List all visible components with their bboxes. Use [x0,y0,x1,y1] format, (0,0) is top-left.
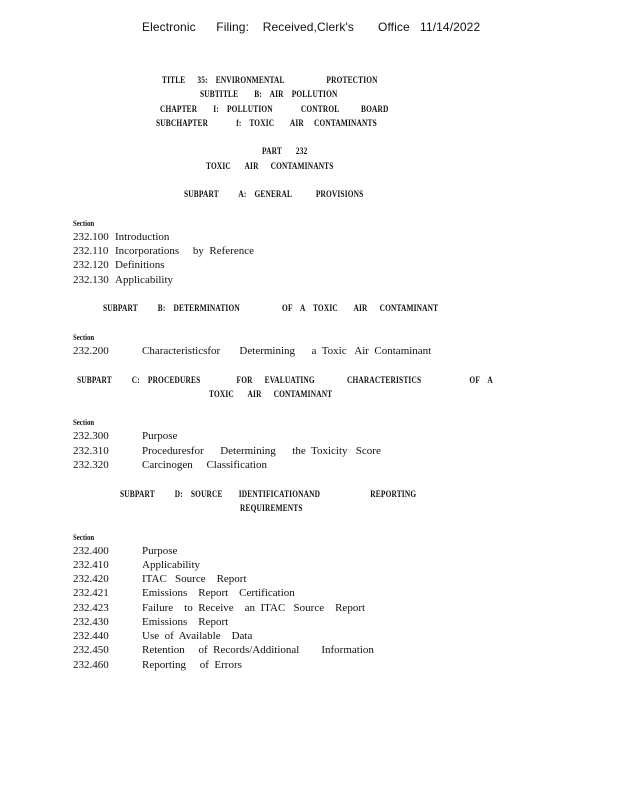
section-number: 232.421 [73,587,109,599]
subpart-c-heading-line2: TOXIC AIR CONTAMINANT [209,389,333,399]
subchapter-heading: SUBCHAPTER f: TOXIC AIR CONTAMINANTS [156,118,377,128]
section-number: 232.100 [73,231,109,243]
section-title: Reporting of Errors [142,659,242,671]
toc-row [73,231,109,243]
section-title: Failure to Receive an ITAC Source Report [142,602,366,614]
section-title: Introduction [115,231,170,243]
section-number: 232.460 [73,659,109,671]
section-number: 232.300 [73,430,109,442]
subpart-b-heading: SUBPART B: DETERMINATION OF A TOXIC AIR CONTAMINANT [103,303,439,313]
section-label: Section [73,533,95,542]
section-title: Emissions Report [142,616,229,628]
section-title: Purpose [142,545,178,557]
chapter-heading: CHAPTER I: POLLUTION CONTROL BOARD [160,104,389,114]
subpart-d-heading: SUBPART D: SOURCE IDENTIFICATIONAND REPORTING [120,489,417,499]
part-heading: PART 232 [262,146,308,156]
section-title: Proceduresfor Determining the Toxicity Score [142,445,381,457]
section-title: Applicability [115,274,174,286]
section-number: 232.310 [73,445,109,457]
section-number: 232.420 [73,573,109,585]
subtitle-heading: SUBTITLE B: AIR POLLUTION [200,89,338,99]
section-label: Section [73,219,95,228]
section-title: Applicability [142,559,201,571]
section-label: Section [73,333,95,342]
part-title: TOXIC AIR CONTAMINANTS [206,161,334,171]
section-label: Section [73,418,95,427]
section-number: 232.130 [73,274,109,286]
section-number: 232.320 [73,459,109,471]
section-number: 232.400 [73,545,109,557]
filing-stamp: Electronic Filing: Received,Clerk's Office 11/14/2022 [142,20,481,34]
section-title: Retention of Records/Additional Information [142,644,374,656]
section-title: Definitions [115,259,165,271]
section-number: 232.430 [73,616,109,628]
section-title: Emissions Report Certification [142,587,295,599]
subpart-c-heading: SUBPART C: PROCEDURES FOR EVALUATING CHARACTERISTICS OF A [77,375,493,385]
subpart-a-heading: SUBPART A: GENERAL PROVISIONS [184,189,364,199]
title-heading: TITLE 35: ENVIRONMENTAL PROTECTION [162,75,378,85]
section-number: 232.410 [73,559,109,571]
section-number: 232.110 [73,245,109,257]
section-number: 232.440 [73,630,109,642]
section-number: 232.450 [73,644,109,656]
section-title: Characteristicsfor Determining a Toxic Air Contaminant [142,345,432,357]
section-title: Incorporations by Reference [115,245,254,257]
section-number: 232.423 [73,602,109,614]
section-number: 232.120 [73,259,109,271]
section-title: Carcinogen Classification [142,459,267,471]
section-title: Use of Available Data [142,630,253,642]
section-title: Purpose [142,430,178,442]
section-number: 232.200 [73,345,109,357]
subpart-d-heading-line2: REQUIREMENTS [240,503,303,513]
section-title: ITAC Source Report [142,573,247,585]
